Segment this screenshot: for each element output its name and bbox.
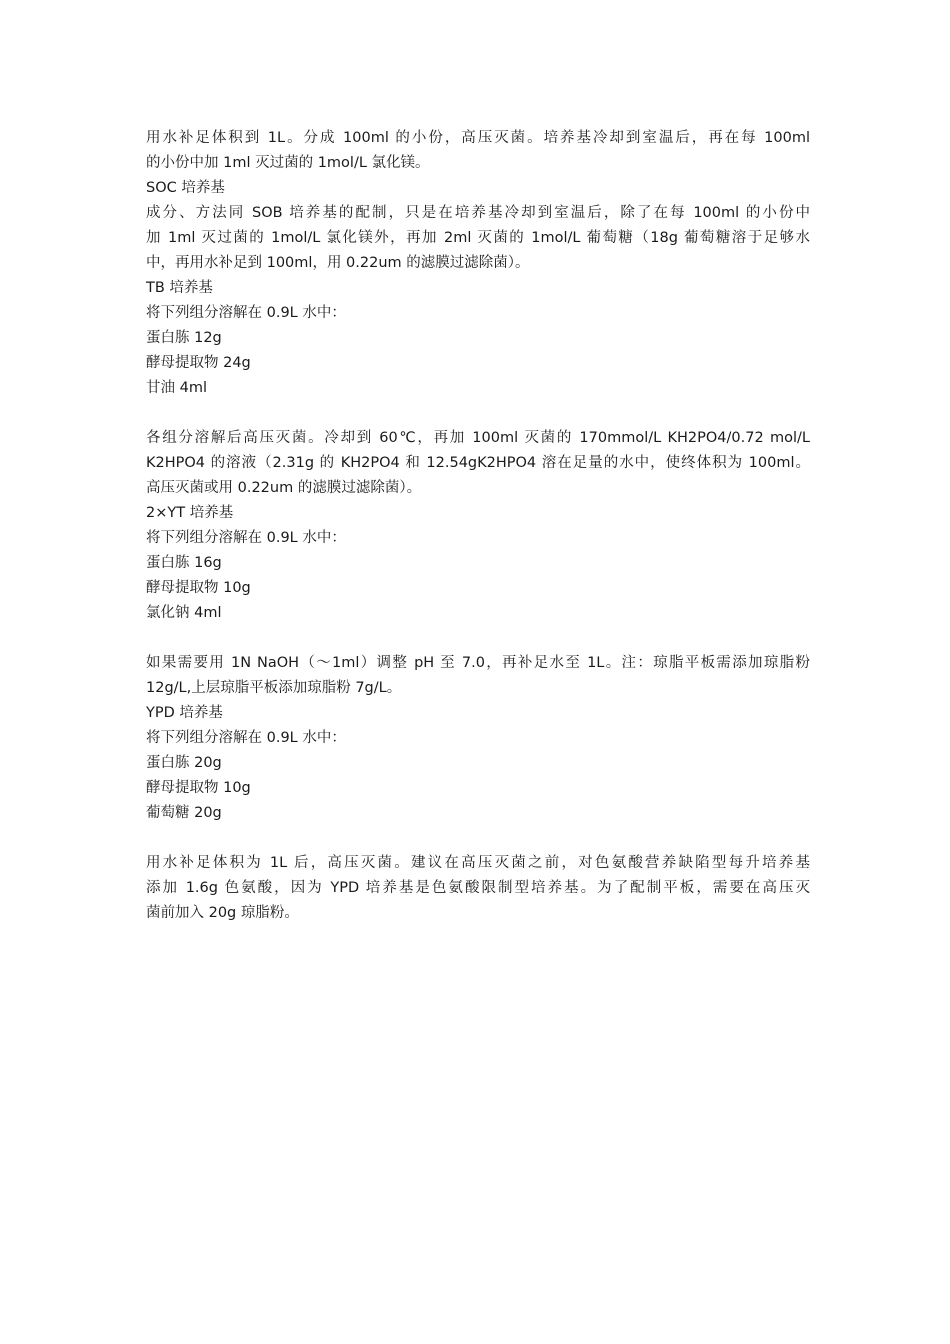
blank-line	[146, 401, 810, 426]
text-line: TB 培养基	[146, 280, 213, 296]
text-line: 的小份中加 1ml 灭过菌的 1mol/L 氯化镁。	[146, 155, 430, 171]
text-line: 添加 1.6g 色氨酸，因为 YPD 培养基是色氨酸限制型培养基。为了配制平板，需要在高压灭	[146, 880, 810, 896]
text-line: 中，再用水补足到 100ml，用 0.22um 的滤膜过滤除菌）。	[146, 255, 530, 271]
text-line: 将下列组分溶解在 0.9L 水中：	[146, 530, 346, 546]
text-line: 酵母提取物 10g	[146, 780, 251, 796]
text-line: 用水补足体积到 1L。分成 100ml 的小份，高压灭菌。培养基冷却到室温后，再在每 100ml	[146, 130, 810, 146]
text-line: YPD 培养基	[146, 705, 223, 721]
text-line: 高压灭菌或用 0.22um 的滤膜过滤除菌）。	[146, 480, 422, 496]
text-line: 成分、方法同 SOB 培养基的配制，只是在培养基冷却到室温后，除了在每 100ml 的小份中	[146, 205, 810, 221]
text-line: K2HPO4 的溶液（2.31g 的 KH2PO4 和 12.54gK2HPO4 溶在足量的水中，使终体积为 100ml。	[146, 455, 810, 471]
document-body	[146, 126, 810, 926]
text-line: 将下列组分溶解在 0.9L 水中：	[146, 305, 346, 321]
text-line: 蛋白胨 16g	[146, 555, 222, 571]
text-line: 如果需要用 1N NaOH（～1ml）调整 pH 至 7.0，再补足水至 1L。注：琼脂平板需添加琼脂粉	[146, 655, 810, 671]
text-line: 用水补足体积为 1L 后，高压灭菌。建议在高压灭菌之前，对色氨酸营养缺陷型每升培养基	[146, 855, 810, 871]
text-line: 蛋白胨 20g	[146, 755, 222, 771]
text-line: 蛋白胨 12g	[146, 330, 222, 346]
text-line: 酵母提取物 10g	[146, 580, 251, 596]
text-line: SOC 培养基	[146, 180, 225, 196]
text-line: 2×YT 培养基	[146, 505, 234, 521]
text-line: 氯化钠 4ml	[146, 605, 222, 621]
text-line: 葡萄糖 20g	[146, 805, 222, 821]
text-line: 酵母提取物 24g	[146, 355, 251, 371]
text-line: 12g/L,上层琼脂平板添加琼脂粉 7g/L。	[146, 680, 402, 696]
text-line: 将下列组分溶解在 0.9L 水中：	[146, 730, 346, 746]
text-line: 菌前加入 20g 琼脂粉。	[146, 905, 299, 921]
blank-line	[146, 826, 810, 851]
text-line: 加 1ml 灭过菌的 1mol/L 氯化镁外，再加 2ml 灭菌的 1mol/L 葡萄糖（18g 葡萄糖溶于足够水	[146, 230, 810, 246]
text-line: 各组分溶解后高压灭菌。冷却到 60℃，再加 100ml 灭菌的 170mmol/L KH2PO4/0.72 mol/L	[146, 430, 810, 446]
text-line: 甘油 4ml	[146, 380, 207, 396]
blank-line	[146, 626, 810, 651]
